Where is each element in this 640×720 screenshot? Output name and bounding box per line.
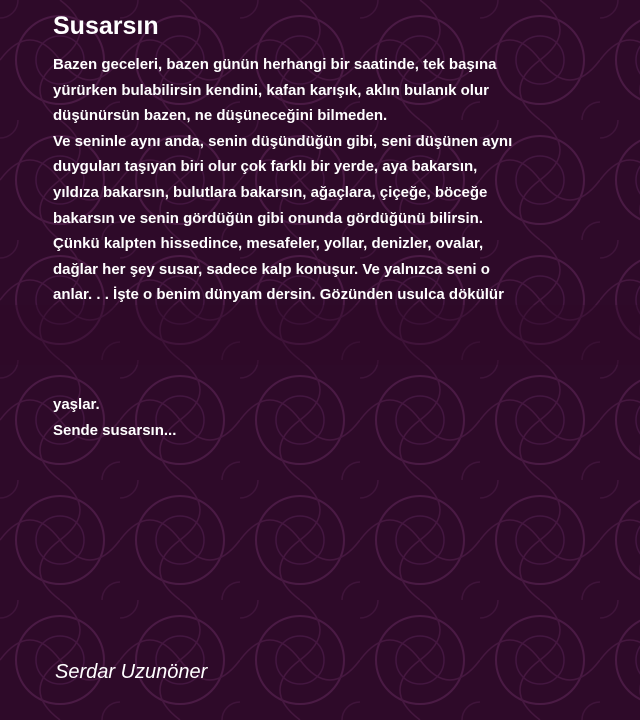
poem-line: Sende susarsın... [53, 421, 177, 439]
poem-line: Çünkü kalpten hissedince, mesafeler, yollar, denizler, ovalar, [53, 235, 484, 253]
poem-line: anlar. . . İşte o benim dünyam dersin. Gözünden usulca dökülür [53, 286, 504, 304]
stanza-gap [53, 308, 613, 392]
poem-line: duyguları taşıyan biri olur çok farklı bir yerde, aya bakarsın, [53, 158, 478, 176]
poem-line: yaşlar. [53, 395, 100, 413]
poem-line: Bazen geceleri, bazen günün herhangi bir saatinde, tek başına [53, 56, 497, 73]
poem-line: bakarsın ve senin gördüğün gibi onunda gördüğünü bilirsin. [53, 209, 484, 227]
poem-author: Serdar Uzunöner [55, 661, 208, 683]
poem-line: yürürken bulabilirsin kendini, kafan karışık, aklın bulanık olur [53, 81, 489, 99]
poem-body [53, 52, 613, 443]
poem-line: düşünürsün bazen, ne düşüneceğini bilmeden. [53, 107, 388, 125]
poem-title: Susarsın [53, 12, 159, 40]
poem-line: Ve seninle aynı anda, senin düşündüğün gibi, seni düşünen aynı [53, 132, 513, 150]
poem-line: dağlar her şey susar, sadece kalp konuşur. Ve yalnızca seni o [53, 260, 490, 278]
poem-line: yıldıza bakarsın, bulutlara bakarsın, ağaçlara, çiçeğe, böceğe [53, 183, 488, 201]
